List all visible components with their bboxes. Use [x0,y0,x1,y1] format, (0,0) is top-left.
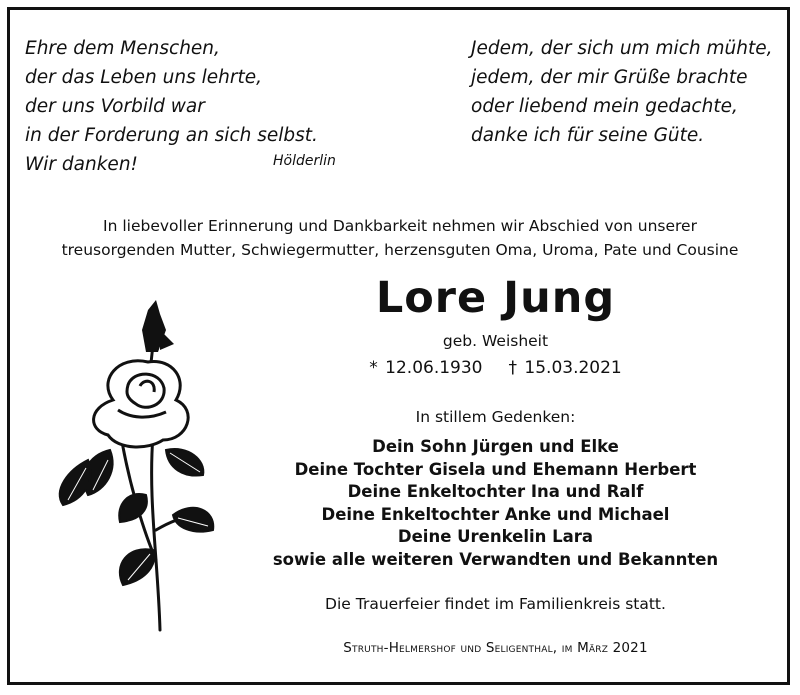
mourner-line: Deine Enkeltochter Ina und Ralf [347,482,644,501]
poem-line: Jedem, der sich um mich mühte, [471,38,773,59]
deceased-name: Lore Jung [375,273,616,323]
service-note: Die Trauerfeier findet im Familienkreis statt. [325,595,666,613]
birth-date: * 12.06.1930 [369,358,483,378]
place-date: Struth-Helmershof und Seligenthal, im März 2021 [343,640,648,656]
poem-right [471,34,772,150]
poem-line: Wir danken! [25,154,138,175]
mourner-line: Deine Tochter Gisela und Ehemann Herbert [294,459,697,479]
poem-line: danke ich für seine Güte. [471,125,705,146]
poem-line: oder liebend mein gedachte, [471,96,738,117]
intro-line: In liebevoller Erinnerung und Dankbarkeit nehmen wir Abschied von unserer [103,217,697,235]
poem-line: der das Leben uns lehrte, [25,67,262,88]
rose-illustration [48,300,218,635]
memory-heading: In stillem Gedenken: [415,408,576,426]
mourner-line: Dein Sohn Jürgen und Elke [372,437,619,456]
birth-name: geb. Weisheit [442,332,549,350]
poem-line: Ehre dem Menschen, [25,38,220,59]
intro-line: treusorgenden Mutter, Schwiegermutter, herzensguten Oma, Uroma, Pate und Cousine [61,241,739,259]
poem-line: in der Forderung an sich selbst. [25,125,318,146]
poem-line: jedem, der mir Grüße brachte [471,67,748,88]
death-date: † 15.03.2021 [508,358,622,378]
mourner-line: sowie alle weiteren Verwandten und Bekannten [272,549,719,569]
poem-line: der uns Vorbild war [25,96,205,117]
intro-text [0,214,800,262]
mourner-line: Deine Enkeltochter Anke und Michael [321,504,670,524]
life-dates [236,358,755,378]
mourners-list [236,436,755,571]
mourner-line: Deine Urenkelin Lara [397,527,594,546]
poem-author: Hölderlin [273,153,336,169]
